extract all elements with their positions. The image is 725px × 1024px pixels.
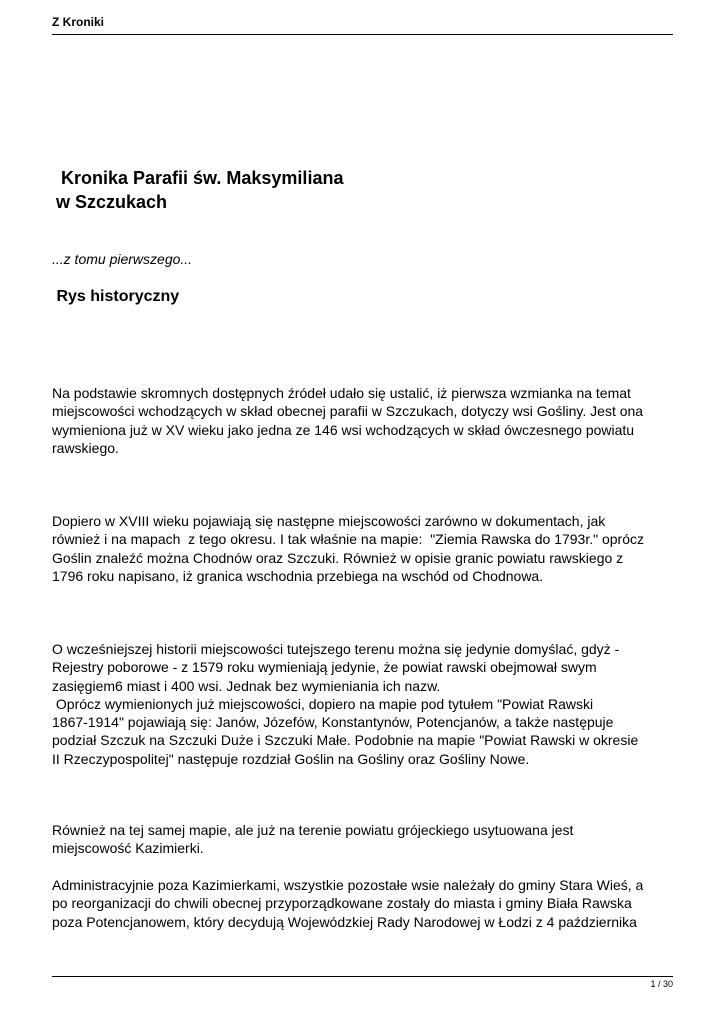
paragraph-2 (52, 512, 674, 585)
text-line: po reorganizacji do chwili obecnej przyporządkowane zostały do miasta i gminy Biała Rawska (52, 895, 632, 912)
document-subtitle: ...z tomu pierwszego... (52, 251, 193, 267)
text-line: Na podstawie skromnych dostępnych źródeł udało się ustalić, iż pierwsza wzmianka na temat (52, 385, 631, 401)
text-line: poza Potencjanowem, który decydują Wojewódzkiej Rady Narodowej w Łodzi z 4 października (52, 913, 637, 930)
section-heading: Rys historyczny (52, 288, 180, 305)
document-title (56, 166, 343, 214)
text-line: wymieniona już w XV wieku jako jedna ze 146 wsi wchodzących w skład ówczesnego powiatu (52, 421, 635, 438)
text-line: miejscowości wchodzących w skład obecnej parafii w Szczukach, dotyczy wsi Gośliny. Jest ona (52, 403, 644, 420)
text-line: również i na mapach z tego okresu. I tak właśnie na mapie: "Ziemia Rawska do 1793r." oprócz (52, 531, 645, 548)
document-title-line: Kronika Parafii św. Maksymiliana (56, 168, 344, 188)
document-title-line: w Szczukach (56, 192, 168, 212)
text-line: 1796 roku napisano, iż granica wschodnia przebiega na wschód od Chodnowa. (52, 567, 544, 584)
text-line: Dopiero w XVIII wieku pojawiają się następne miejscowości zarówno w dokumentach, jak (52, 513, 606, 529)
text-line: 1867-1914" pojawiają się: Janów, Józefów, Konstantynów, Potencjanów, a także następuje (52, 714, 614, 731)
header-divider (52, 34, 673, 35)
running-header-title: Z Kroniki (52, 15, 105, 29)
text-line: Również na tej samej mapie, ale już na terenie powiatu grójeckiego usytuowana jest (52, 822, 574, 838)
paragraph-4 (52, 821, 674, 858)
text-line: zasięgiem6 miast i 400 wsi. Jednak bez wymieniania ich nazw. (52, 677, 441, 694)
text-line: podział Szczuk na Szczuki Duże i Szczuki Małe. Podobnie na mapie "Powiat Rawski w okresie (52, 732, 639, 749)
text-line: II Rzeczypospolitej" następuje rozdział Goślin na Gośliny oraz Gośliny Nowe. (52, 750, 530, 767)
paragraph-1 (52, 384, 674, 457)
text-line: O wcześniejszej historii miejscowości tutejszego terenu można się jedynie domyślać, gdyż - (52, 641, 620, 657)
text-line: Rejestry poborowe - z 1579 roku wymieniają jedynie, że powiat rawski obejmował swym (52, 659, 597, 676)
text-line: Oprócz wymienionych już miejscowości, dopiero na mapie pod tytułem "Powiat Rawski (52, 695, 594, 712)
paragraph-5 (52, 876, 674, 931)
page-number: 1 / 30 (650, 979, 673, 989)
text-line: miejscowość Kazimierki. (52, 840, 204, 857)
paragraph-3 (52, 640, 674, 768)
footer-divider (52, 976, 673, 977)
text-line: Administracyjnie poza Kazimierkami, wszystkie pozostałe wsie należały do gminy Stara Wieś, a (52, 877, 644, 893)
text-line: Goślin znaleźć można Chodnów oraz Szczuki. Również w opisie granic powiatu rawskiego z (52, 549, 624, 566)
text-line: rawskiego. (52, 439, 119, 456)
